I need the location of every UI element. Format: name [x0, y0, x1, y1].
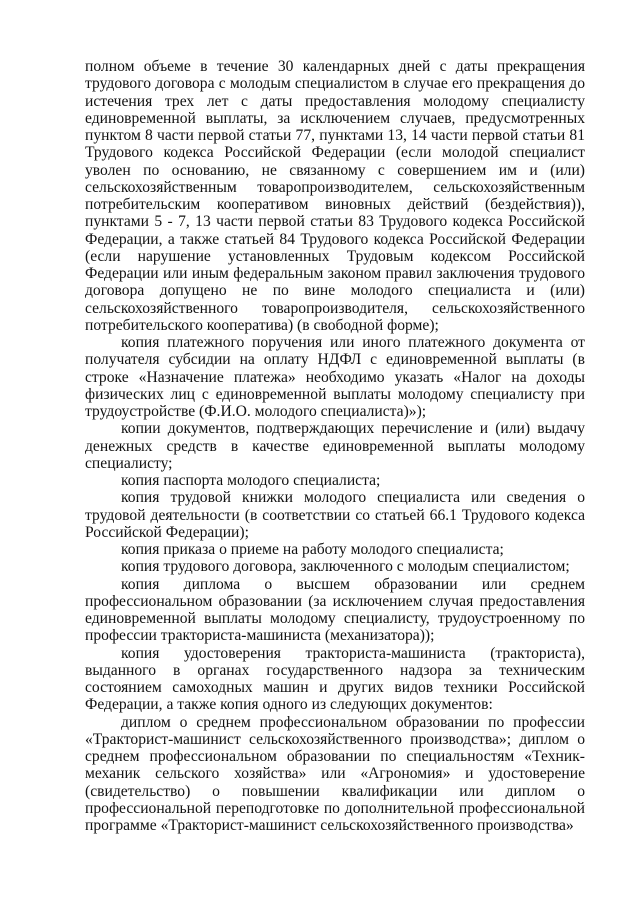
paragraph-tractor-license-copy: копия удостоверения тракториста-машиниста (тракториста), выданного в органах государственного надзора за техническим состоянием самоходных машин и других видов техники Российской Федерации, а также копия одного из следующих документов:: [85, 644, 585, 714]
paragraph-hiring-order-copy: копия приказа о приеме на работу молодого специалиста;: [121, 541, 504, 558]
paragraph-work-book-copy: копия трудовой книжки молодого специалиста или сведения о трудовой деятельности (в соответствии со статьей 66.1 Трудового кодекса Российской Федерации);: [85, 489, 585, 541]
paragraph-labor-contract-copy: копия трудового договора, заключенного с молодым специалистом;: [121, 558, 570, 576]
document-body: [85, 58, 585, 834]
paragraph-payment-order: копия платежного поручения или иного платежного документа от получателя субсидии на оплату НДФЛ с единовременной выплаты (в строке «Назначение платежа» необходимо указать «Налог на доходы физических лиц с единовременной выплаты молодому специалисту при трудоустройстве (Ф.И.О. молодого специалиста)»);: [85, 334, 585, 420]
paragraph-continuation: полном объеме в течение 30 календарных дней с даты прекращения трудового договора с молодым специалистом в случае его прекращения до истечения трех лет с даты предоставления молодому специалисту единовременной выплаты, за исключением случаев, предусмотренных пунктом 8 части первой статьи 77, пунктами 13, 14 части первой статьи 81 Трудового кодекса Российской Федерации (если молодой специалист уволен по основанию, не связанному с совершением им и (или) сельскохозяйственным товаропроизводителем, сельскохозяйственным потребительским кооперативом виновных действий (бездействия)), пунктами 5 - 7, 13 части первой статьи 83 Трудового кодекса Российской Федерации, а также статьей 84 Трудового кодекса Российской Федерации (если нарушение установленных Трудовым кодексом Российской Федерации или иным федеральным законом правил заключения трудового договора допущено не по вине молодого специалиста и (или) сельскохозяйственного товаропроизводителя, сельскохозяйственного потребительского кооператива) (в свободной форме);: [85, 58, 585, 334]
paragraph-diploma-copy: копия диплома о высшем образовании или среднем профессиональном образовании (за исключением случая предоставления единовременной выплаты молодому специалисту, трудоустроенному по профессии тракториста-машиниста (механизатора));: [85, 575, 585, 645]
paragraph-passport-copy: копия паспорта молодого специалиста;: [121, 472, 381, 489]
paragraph-transfer-documents: копии документов, подтверждающих перечисление и (или) выдачу денежных средств в качестве единовременной выплаты молодому специалисту;: [85, 420, 585, 472]
paragraph-diploma-options: диплом о среднем профессиональном образовании по профессии «Тракторист-машинист сельскохозяйственного производства»; диплом о среднем профессиональном образовании по специальностям «Техник-механик сельского хозяйства» или «Агрономия» и удостоверение (свидетельство) о повышении квалификации или диплом о профессиональной переподготовке по дополнительной профессиональной программе «Тракторист-машинист сельскохозяйственного производства»: [85, 713, 585, 834]
